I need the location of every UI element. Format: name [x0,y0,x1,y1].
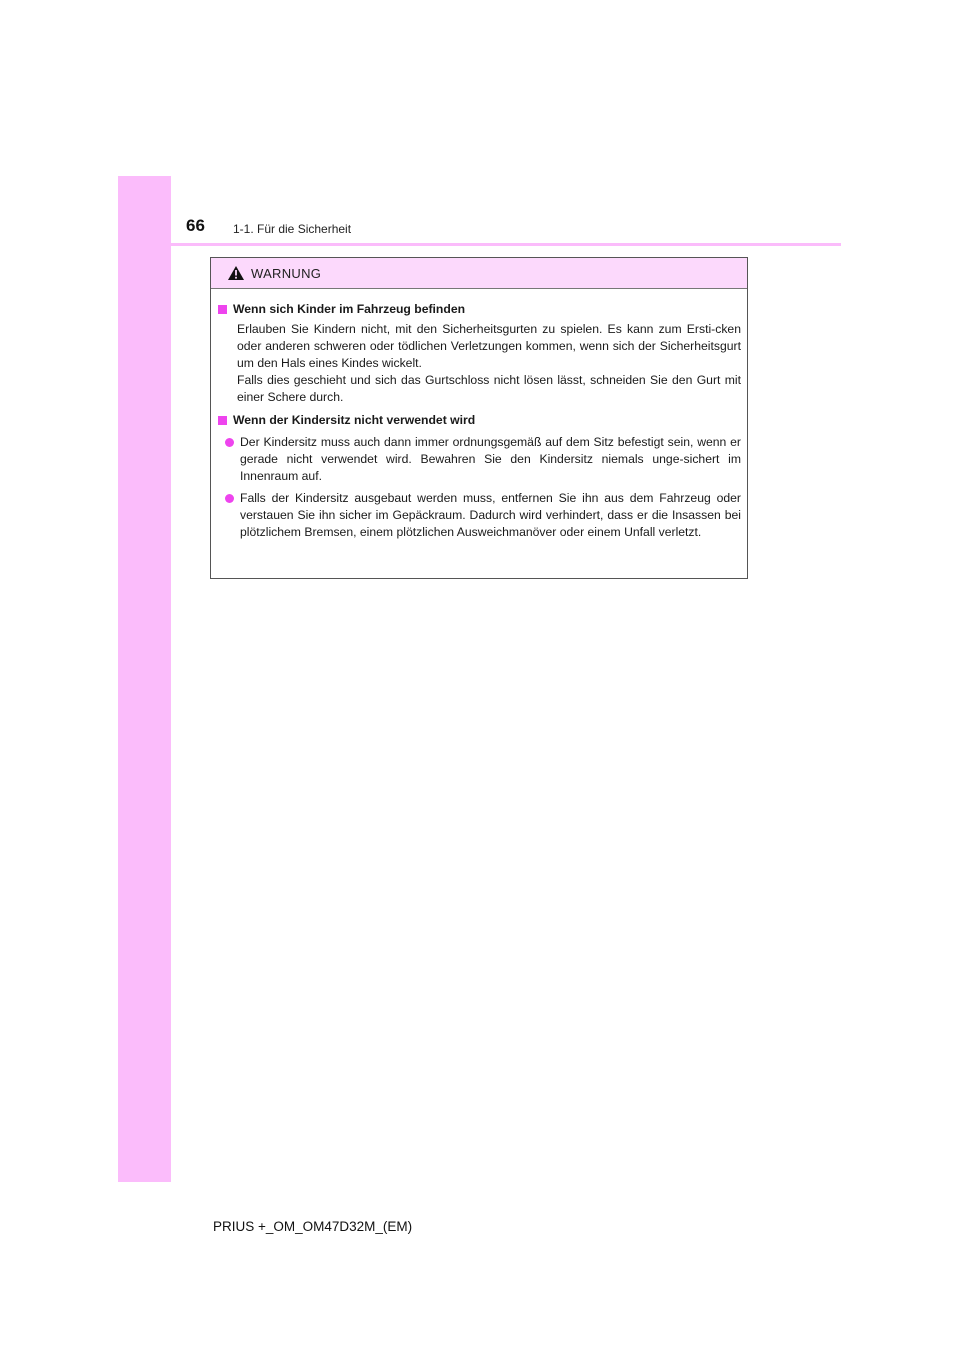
square-bullet-icon [218,305,227,314]
circle-bullet-icon [225,494,234,503]
topic-heading-text: Wenn sich Kinder im Fahrzeug befinden [233,302,466,316]
circle-bullet-icon [225,438,234,447]
paragraph: Falls dies geschieht und sich das Gurtschloss nicht lösen lässt, schneiden Sie den Gurt mit einer Schere durch. [237,373,741,404]
warning-triangle-icon [227,265,245,281]
topic-heading [218,412,741,429]
section-title: 1-1. Für die Sicherheit [233,222,352,236]
paragraph: Erlauben Sie Kindern nicht, mit den Sicherheitsgurten zu spielen. Es kann zum Ersti-cken oder anderen schweren oder tödlichen Verletzungen kommen, wenn sich der Sicherheitsgurt um den Hals eines Kindes wickelt. [237,322,741,370]
topic-heading [218,301,741,318]
side-tab-band [118,176,171,1182]
document-code: PRIUS +_OM_OM47D32M_(EM) [213,1219,413,1234]
warning-body [211,289,747,541]
topic-heading-text: Wenn der Kindersitz nicht verwendet wird [233,413,476,427]
warning-box [210,257,748,579]
list-item-text: Der Kindersitz muss auch dann immer ordnungsgemäß auf dem Sitz befestigt sein, wenn er gerade nicht verwendet wird. Bewahren Sie den Kindersitz niemals unge-sichert im Innenraum auf. [240,435,741,483]
list-item [225,490,741,541]
page-number: 66 [186,216,205,235]
topic-child-seat-not-used [218,412,741,541]
square-bullet-icon [218,416,227,425]
list-item [225,434,741,485]
warning-title: WARNUNG [251,265,322,281]
topic-children-in-vehicle [218,301,741,406]
header-divider [118,243,841,246]
list-item-text: Falls der Kindersitz ausgebaut werden muss, entfernen Sie ihn aus dem Fahrzeug oder verstauen Sie ihn sicher im Gepäckraum. Dadurch wird verhindert, dass er die Insassen bei plötzlichem Bremsen, einem plötzlichen Ausweichmanöver oder einem Unfall verletzt. [240,491,741,539]
warning-header [211,258,747,289]
